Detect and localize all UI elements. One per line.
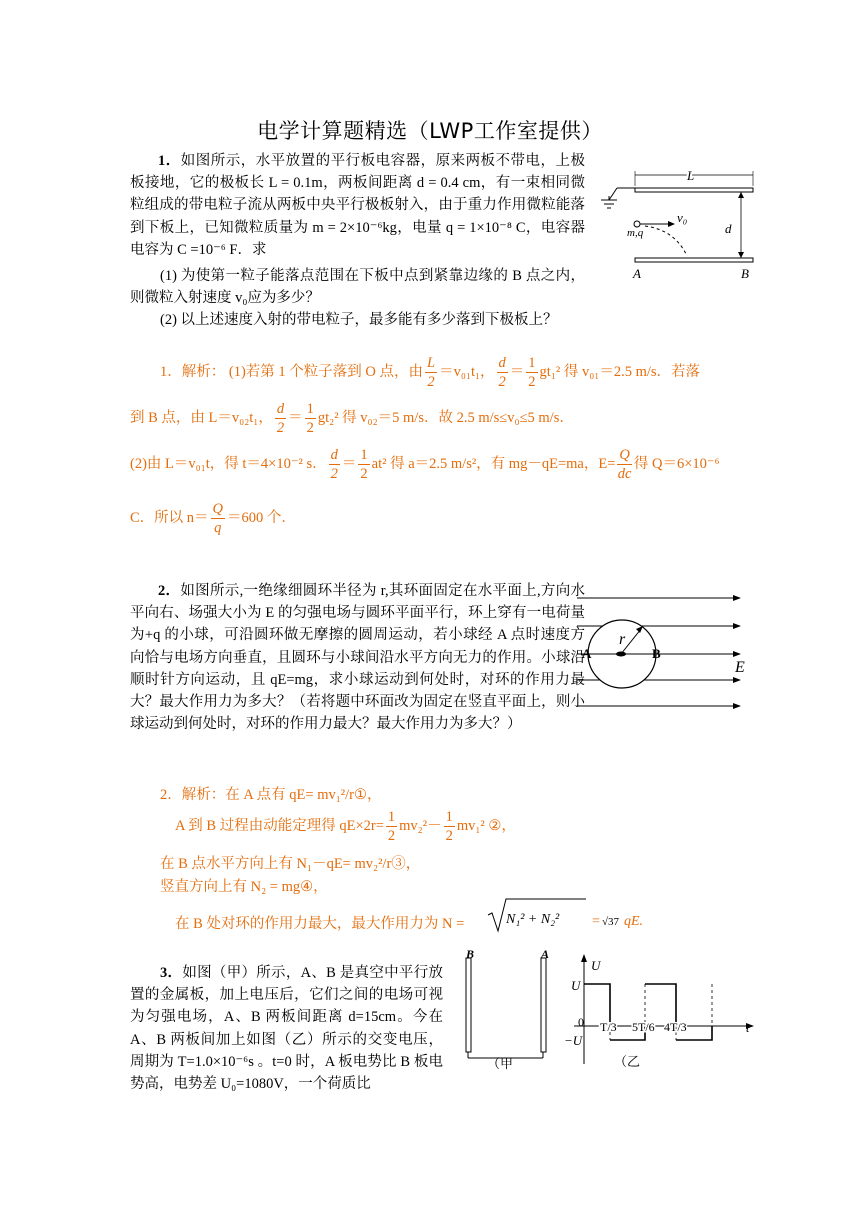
- figure-3-yi-waveform: [560, 952, 760, 1072]
- figure-2-r-label: r: [619, 631, 626, 648]
- answer-1-line-1: 1．解析： (1)若第 1 个粒子落到 O 点，由 $\frac{L}{2}$ ＝v₀₁t₁， $\frac{d}{2}$ ＝ $\frac{1}{2}$ gt₁² 得 v₀₁＝2.5 m/s．若落: [160, 355, 701, 390]
- figure-1-L-label: L: [687, 168, 695, 183]
- figure-3-tick-T3: T/3: [600, 1020, 617, 1034]
- question-1-sub2: (2) 以上述速度入射的带电粒子，最多能有多少落到下极板上？: [160, 312, 558, 328]
- answer-1-line-2: 到 B 点，由 L＝v₀₂t₁， $\frac{d}{2}$ ＝ $\frac{1}{2}$ gt₂² 得 v₀₂＝5 m/s．故 2.5 m/s≤v₀≤5 m/s．: [130, 401, 574, 436]
- figure-2-E-label: E: [735, 659, 745, 676]
- figure-3-yi-caption: （乙: [614, 1054, 641, 1069]
- figure-2-A-label: A: [582, 646, 592, 661]
- answer-2-line-3: 在 B 点水平方向上有 N₁－qE= mv₂²/r③，: [160, 856, 421, 872]
- figure-3-jia-caption: （甲: [487, 1056, 514, 1071]
- svg-text:qE.: qE.: [624, 914, 644, 929]
- question-1-sub1: (1) 为使第一粒子能落点范围在下板中点到紧靠边缘的 B 点之内，则微粒入射速度 v₀应为多少？: [130, 268, 585, 307]
- question-2-text: 如图所示,一绝缘细圆环半径为 r,其环面固定在水平面上,方向水平向右、场强大小为 E 的匀强电场与圆环平面平行，环上穿有一电荷量为+q 的小球，可沿圆环做无摩擦的圆周运动，若小球经 A 点时速度方向恰与电场方向垂直，且圆环与小球间沿水平方向无力的作用。小球沿顺时针方向运动，且 qE=mg，求小球运动到何处时，对环的作用力最大？最大作用力为多大？（若将题中环面改为固定在竖直平面上，则小球运动到何处时，对环的作用力最大？最大作用力为多大？）: [130, 583, 586, 733]
- page-title: 电学计算题精选（LWP工作室提供）: [257, 119, 603, 143]
- figure-3-zero-label: 0: [578, 1015, 584, 1029]
- svg-text:=: =: [592, 914, 600, 929]
- question-2: [130, 580, 585, 735]
- figure-3-U-label: U: [571, 978, 581, 993]
- answer-2-line-2: A 到 B 过程由动能定理得 qE×2r= $\frac{1}{2}$ mv₂²－ $\frac{1}{2}$ mv₁² ②，: [175, 809, 516, 844]
- question-3: [130, 962, 443, 1095]
- figure-1-v0-label: v₀: [677, 210, 688, 225]
- question-3-number: 3．: [160, 965, 183, 981]
- svg-text:√37: √37: [602, 916, 620, 928]
- figure-3-negU-label: −U: [564, 1033, 583, 1048]
- question-1-text: 如图所示，水平放置的平行板电容器，原来两板不带电，上极板接地，它的极板长 L = 0.1m，两板间距离 d = 0.4 cm，有一束相同微粒组成的带电粒子流从两板中央平行极板射入，由于重力作用微粒能落到下板上，已知微粒质量为 m = 2×10⁻⁶kg，电量 q = 1×10⁻⁸ C，电容器电容为 C =10⁻⁶ F．求: [130, 153, 585, 258]
- figure-3-U-axis-label: U: [591, 958, 601, 973]
- figure-1-capacitor: [595, 160, 770, 285]
- figure-3-B-label: B: [466, 948, 475, 961]
- question-3-text: 如图（甲）所示，A、B 是真空中平行放置的金属板，加上电压后，它们之间的电场可视为匀强电场，A、B 两板间距离 d=15cm。今在 A、B 两板间加上如图（乙）所示的交变电压，周期为 T=1.0×10⁻⁶s 。t=0 时，A 板电势比 B 板电势高，电势差 U₀=1080V，一个荷质比: [130, 965, 443, 1093]
- answer-1-line-3: (2)由 L＝v₀₁t，得 t＝4×10⁻² s． $\frac{d}{2}$ ＝ $\frac{1}{2}$ at² 得 a＝2.5 m/s²，有 mg－qE=ma，E= $\frac{Q}{dc}$ 得 Q＝6×10⁻⁶: [130, 447, 720, 482]
- question-1: [130, 150, 585, 261]
- figure-3-tick-5T6: 5T/6: [632, 1020, 655, 1034]
- answer-2-line-5: 在 B 处对环的作用力最大，最大作用力为 N =: [175, 916, 465, 932]
- figure-1-d-label: d: [725, 221, 732, 236]
- figure-2-B-label: B: [652, 646, 661, 661]
- answer-2-sqrt-formula: [484, 897, 654, 937]
- figure-1-mq-label: m,q: [627, 227, 644, 239]
- figure-1-A-label: A: [633, 266, 641, 281]
- svg-text:N₁² + N₂²: N₁² + N₂²: [506, 912, 560, 927]
- question-2-number: 2．: [158, 583, 181, 599]
- answer-1-line-4: C．所以 n＝ $\frac{Q}{q}$ ＝600 个．: [130, 501, 296, 536]
- figure-3-A-label: A: [541, 948, 550, 961]
- figure-1-B-label: B: [741, 266, 749, 281]
- figure-3-jia-plates: [455, 948, 565, 1073]
- question-1-number: 1．: [158, 153, 181, 169]
- answer-2-line-1: 2．解析：在 A 点有 qE= mv₁²/r①，: [160, 787, 382, 803]
- answer-2-line-4: 竖直方向上有 N₂ = mg④，: [160, 879, 328, 895]
- figure-3-tick-4T3: 4T/3: [664, 1020, 687, 1034]
- figure-2-ring: [575, 582, 760, 717]
- figure-3-t-axis-label: t: [746, 1021, 750, 1035]
